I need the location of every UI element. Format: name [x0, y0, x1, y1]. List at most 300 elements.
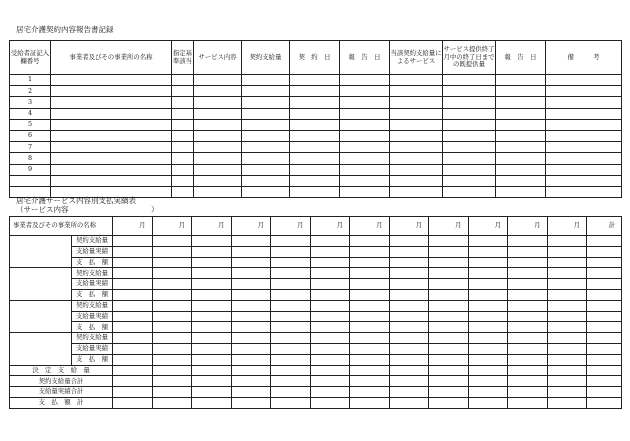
table-cell: [350, 333, 390, 344]
table-cell: [389, 268, 429, 279]
table-cell: [429, 397, 469, 408]
table-row: [10, 75, 622, 86]
table-cell: [587, 354, 622, 365]
table-row: [10, 142, 622, 153]
table-cell: [152, 333, 192, 344]
table-cell: [508, 397, 548, 408]
table-cell: [113, 279, 153, 290]
table-cell: [390, 153, 443, 164]
table-cell: [389, 300, 429, 311]
table-cell: [242, 175, 290, 186]
table-cell: [194, 97, 242, 108]
table-cell: [192, 397, 232, 408]
sub-label: 支 払 額: [72, 322, 113, 333]
table-cell: [389, 376, 429, 387]
table-cell: [468, 387, 508, 398]
table-row: [10, 130, 622, 141]
table-cell: [113, 333, 153, 344]
table-cell: [310, 289, 350, 300]
table-cell: [547, 397, 587, 408]
total-label: 契約支給量合計: [10, 376, 113, 387]
month-header: 月: [547, 217, 587, 236]
table-cell: [390, 86, 443, 97]
month-header: 月: [350, 217, 390, 236]
month-header: 月: [429, 217, 469, 236]
table-cell: [172, 142, 194, 153]
section1-title: 居宅介護契約内容報告書記録: [16, 25, 114, 34]
table-cell: [194, 75, 242, 86]
table-cell: [192, 300, 232, 311]
table-cell: [51, 153, 172, 164]
total-row: [10, 387, 622, 398]
month-header: 月: [389, 217, 429, 236]
table-cell: [429, 365, 469, 376]
month-header: 月: [468, 217, 508, 236]
table-cell: [350, 289, 390, 300]
table-cell: [242, 186, 290, 197]
table-cell: [508, 311, 548, 322]
table-cell: [51, 86, 172, 97]
table-cell: [290, 153, 340, 164]
table-cell: [443, 186, 496, 197]
table-cell: [443, 86, 496, 97]
table-cell: [113, 322, 153, 333]
table-cell: [468, 289, 508, 300]
table-cell: [152, 365, 192, 376]
table-row: [10, 175, 622, 186]
table-cell: [172, 97, 194, 108]
row-number: 9: [10, 164, 51, 175]
table-cell: [546, 75, 622, 86]
table-cell: [468, 343, 508, 354]
table-row: [10, 268, 622, 279]
table-cell: [468, 333, 508, 344]
table-cell: [290, 86, 340, 97]
table-cell: [468, 311, 508, 322]
table-cell: [468, 300, 508, 311]
table-cell: [194, 175, 242, 186]
table-cell: [271, 236, 311, 247]
contract-report-table: [9, 40, 622, 198]
table-cell: [547, 387, 587, 398]
table-cell: [271, 257, 311, 268]
row-number: 2: [10, 86, 51, 97]
table-cell: [192, 279, 232, 290]
table-cell: [496, 175, 546, 186]
table-row: [10, 257, 622, 268]
table-cell: [290, 75, 340, 86]
table-cell: [172, 86, 194, 97]
table-cell: [152, 343, 192, 354]
table-cell: [231, 300, 271, 311]
table-cell: [443, 175, 496, 186]
table-cell: [350, 279, 390, 290]
table-cell: [546, 130, 622, 141]
table-cell: [310, 236, 350, 247]
table-cell: [242, 86, 290, 97]
table-cell: [496, 86, 546, 97]
table-row: [10, 279, 622, 290]
table-cell: [508, 236, 548, 247]
table-cell: [546, 142, 622, 153]
table-cell: [51, 130, 172, 141]
table-cell: [242, 97, 290, 108]
table-cell: [310, 246, 350, 257]
table-cell: [429, 322, 469, 333]
table-cell: [310, 333, 350, 344]
table-cell: [290, 142, 340, 153]
table-cell: [152, 397, 192, 408]
table-cell: [192, 365, 232, 376]
table-cell: [547, 236, 587, 247]
table-cell: [271, 387, 311, 398]
table-cell: [290, 164, 340, 175]
table-cell: [310, 343, 350, 354]
table-cell: [271, 333, 311, 344]
table-cell: [390, 119, 443, 130]
table-cell: [508, 268, 548, 279]
sub-label: 契約支給量: [72, 236, 113, 247]
table-cell: [496, 142, 546, 153]
month-header: 月: [310, 217, 350, 236]
table-cell: [547, 376, 587, 387]
table-cell: [242, 108, 290, 119]
table-cell: [587, 268, 622, 279]
table-cell: [547, 257, 587, 268]
table-cell: [508, 376, 548, 387]
table-cell: [152, 257, 192, 268]
table-cell: [547, 322, 587, 333]
table-cell: [340, 130, 390, 141]
table-cell: [587, 257, 622, 268]
table-cell: [496, 97, 546, 108]
table-cell: [390, 75, 443, 86]
table-cell: [51, 175, 172, 186]
table-cell: [340, 97, 390, 108]
table-row: [10, 289, 622, 300]
table-cell: [587, 311, 622, 322]
month-header: 月: [508, 217, 548, 236]
table-cell: [271, 300, 311, 311]
table-cell: [152, 279, 192, 290]
table-cell: [242, 153, 290, 164]
header-service-content: サービス内容: [194, 41, 242, 75]
table-cell: [443, 142, 496, 153]
table-cell: [340, 164, 390, 175]
table-cell: [587, 365, 622, 376]
table-cell: [271, 376, 311, 387]
table-cell: [310, 365, 350, 376]
table-cell: [429, 289, 469, 300]
table-cell: [389, 365, 429, 376]
provider-name-cell: [10, 268, 72, 300]
table-cell: [587, 333, 622, 344]
table-cell: [350, 322, 390, 333]
table-cell: [340, 86, 390, 97]
table-cell: [231, 365, 271, 376]
table-cell: [152, 311, 192, 322]
sub-label: 支 払 額: [72, 289, 113, 300]
table-cell: [389, 236, 429, 247]
table-row: [10, 119, 622, 130]
table-cell: [172, 175, 194, 186]
row-number: 7: [10, 142, 51, 153]
header-provider-name: 事業者及びその事業所の名称: [51, 41, 172, 75]
table-cell: [350, 300, 390, 311]
table-cell: [546, 153, 622, 164]
table-row: [10, 108, 622, 119]
table-row: [10, 86, 622, 97]
table-cell: [152, 354, 192, 365]
table-row: [10, 311, 622, 322]
table-cell: [429, 333, 469, 344]
table-cell: [429, 246, 469, 257]
header-provided-amount: サービス提供終了月中の終了日までの既提供量: [443, 41, 496, 75]
table-cell: [429, 376, 469, 387]
table-cell: [587, 289, 622, 300]
table-cell: [443, 75, 496, 86]
table-cell: [290, 108, 340, 119]
table-cell: [496, 186, 546, 197]
sub-label: 契約支給量: [72, 333, 113, 344]
table-cell: [547, 268, 587, 279]
table-cell: [546, 108, 622, 119]
row-number: 1: [10, 75, 51, 86]
table-cell: [194, 142, 242, 153]
table-cell: [271, 343, 311, 354]
table-cell: [350, 365, 390, 376]
table-cell: [468, 257, 508, 268]
table-cell: [231, 397, 271, 408]
table-cell: [468, 268, 508, 279]
table-cell: [350, 268, 390, 279]
table-cell: [546, 164, 622, 175]
table-cell: [152, 268, 192, 279]
table-cell: [468, 322, 508, 333]
table-cell: [390, 97, 443, 108]
table-cell: [231, 322, 271, 333]
table-cell: [271, 311, 311, 322]
table-cell: [152, 246, 192, 257]
table-cell: [310, 322, 350, 333]
table-cell: [429, 268, 469, 279]
table-cell: [443, 130, 496, 141]
table-cell: [496, 153, 546, 164]
table-cell: [587, 236, 622, 247]
total-label: 決 定 支 給 量: [10, 365, 113, 376]
table-cell: [547, 279, 587, 290]
table-cell: [340, 75, 390, 86]
table-cell: [546, 119, 622, 130]
table-cell: [350, 397, 390, 408]
table-cell: [194, 153, 242, 164]
table-cell: [194, 86, 242, 97]
table-cell: [496, 164, 546, 175]
table-cell: [350, 376, 390, 387]
table-cell: [547, 333, 587, 344]
table-cell: [51, 164, 172, 175]
row-number: 8: [10, 153, 51, 164]
table-cell: [242, 142, 290, 153]
table-cell: [443, 108, 496, 119]
table-cell: [310, 279, 350, 290]
table-cell: [192, 236, 232, 247]
table-cell: [468, 246, 508, 257]
table-cell: [113, 376, 153, 387]
table-cell: [390, 164, 443, 175]
table-cell: [113, 257, 153, 268]
table-cell: [231, 343, 271, 354]
table-cell: [496, 108, 546, 119]
table-cell: [231, 257, 271, 268]
sub-label: 支給量実績: [72, 279, 113, 290]
table-cell: [242, 164, 290, 175]
table-cell: [389, 257, 429, 268]
table-cell: [192, 333, 232, 344]
table-cell: [172, 164, 194, 175]
table-cell: [310, 387, 350, 398]
table-cell: [192, 376, 232, 387]
table-cell: [508, 354, 548, 365]
table-cell: [389, 343, 429, 354]
table-cell: [192, 289, 232, 300]
table-cell: [350, 246, 390, 257]
table-cell: [194, 186, 242, 197]
table-cell: [587, 397, 622, 408]
table-cell: [350, 343, 390, 354]
table-cell: [587, 300, 622, 311]
table-cell: [231, 279, 271, 290]
table-cell: [468, 397, 508, 408]
header-contract-amount: 契約支給量: [242, 41, 290, 75]
table-cell: [546, 186, 622, 197]
table-cell: [192, 343, 232, 354]
month-header: 月: [113, 217, 153, 236]
table-cell: [508, 365, 548, 376]
table-cell: [429, 236, 469, 247]
table-cell: [113, 397, 153, 408]
table-cell: [547, 289, 587, 300]
month-header: 月: [192, 217, 232, 236]
table-cell: [587, 246, 622, 257]
table-cell: [508, 289, 548, 300]
sub-label: 支 払 額: [72, 354, 113, 365]
table-cell: [231, 333, 271, 344]
table-cell: [587, 343, 622, 354]
table-cell: [271, 365, 311, 376]
total-row: [10, 397, 622, 408]
table-cell: [231, 246, 271, 257]
total-label: 支給量実績合計: [10, 387, 113, 398]
table-cell: [429, 279, 469, 290]
table-cell: [547, 365, 587, 376]
table-cell: [350, 236, 390, 247]
table-cell: [350, 257, 390, 268]
table-cell: [152, 322, 192, 333]
table-cell: [310, 376, 350, 387]
header-service-by-amount: 当該契約支給量によるサービス: [390, 41, 443, 75]
table-cell: [310, 257, 350, 268]
table-cell: [194, 119, 242, 130]
table-cell: [113, 236, 153, 247]
sub-label: 支 払 額: [72, 257, 113, 268]
table-cell: [389, 333, 429, 344]
table-cell: [242, 130, 290, 141]
table-cell: [429, 300, 469, 311]
table-cell: [443, 119, 496, 130]
table-cell: [508, 279, 548, 290]
table-cell: [340, 142, 390, 153]
table-cell: [390, 108, 443, 119]
table-cell: [390, 186, 443, 197]
row-number: 4: [10, 108, 51, 119]
table-cell: [113, 343, 153, 354]
table-cell: [587, 376, 622, 387]
table-row: [10, 236, 622, 247]
table-cell: [546, 175, 622, 186]
table-cell: [192, 354, 232, 365]
table-cell: [51, 97, 172, 108]
table-cell: [290, 130, 340, 141]
header-recipient-number: 受給者証記入欄番号: [10, 41, 51, 75]
table-cell: [113, 289, 153, 300]
table-cell: [310, 397, 350, 408]
table-cell: [242, 119, 290, 130]
table-cell: [468, 365, 508, 376]
table-cell: [172, 119, 194, 130]
table-cell: [468, 236, 508, 247]
table-cell: [389, 246, 429, 257]
table-cell: [51, 142, 172, 153]
table-cell: [194, 164, 242, 175]
table-cell: [152, 236, 192, 247]
section2-title: 居宅介護サービス内容別支払実績表: [16, 196, 136, 205]
table-cell: [389, 387, 429, 398]
table-cell: [340, 108, 390, 119]
table-cell: [390, 142, 443, 153]
table-cell: [350, 354, 390, 365]
table-cell: [51, 108, 172, 119]
table-cell: [231, 236, 271, 247]
table-cell: [390, 130, 443, 141]
table-cell: [496, 75, 546, 86]
table-cell: [310, 311, 350, 322]
table-cell: [271, 322, 311, 333]
table-row: [10, 97, 622, 108]
table-cell: [51, 119, 172, 130]
sub-label: 契約支給量: [72, 268, 113, 279]
table-cell: [172, 186, 194, 197]
table-cell: [429, 387, 469, 398]
table-cell: [389, 354, 429, 365]
table-cell: [508, 246, 548, 257]
table-cell: [587, 322, 622, 333]
table-cell: [271, 268, 311, 279]
table-cell: [547, 300, 587, 311]
header-report-date: 報 告 日: [340, 41, 390, 75]
table-cell: [271, 246, 311, 257]
row-number: 6: [10, 130, 51, 141]
month-header: 月: [271, 217, 311, 236]
table-cell: [192, 322, 232, 333]
table-cell: [152, 300, 192, 311]
table-cell: [113, 246, 153, 257]
table-cell: [113, 311, 153, 322]
sub-label: 支給量実績: [72, 343, 113, 354]
table-cell: [508, 322, 548, 333]
header-report-date-2: 報 告 日: [496, 41, 546, 75]
row-number: 3: [10, 97, 51, 108]
